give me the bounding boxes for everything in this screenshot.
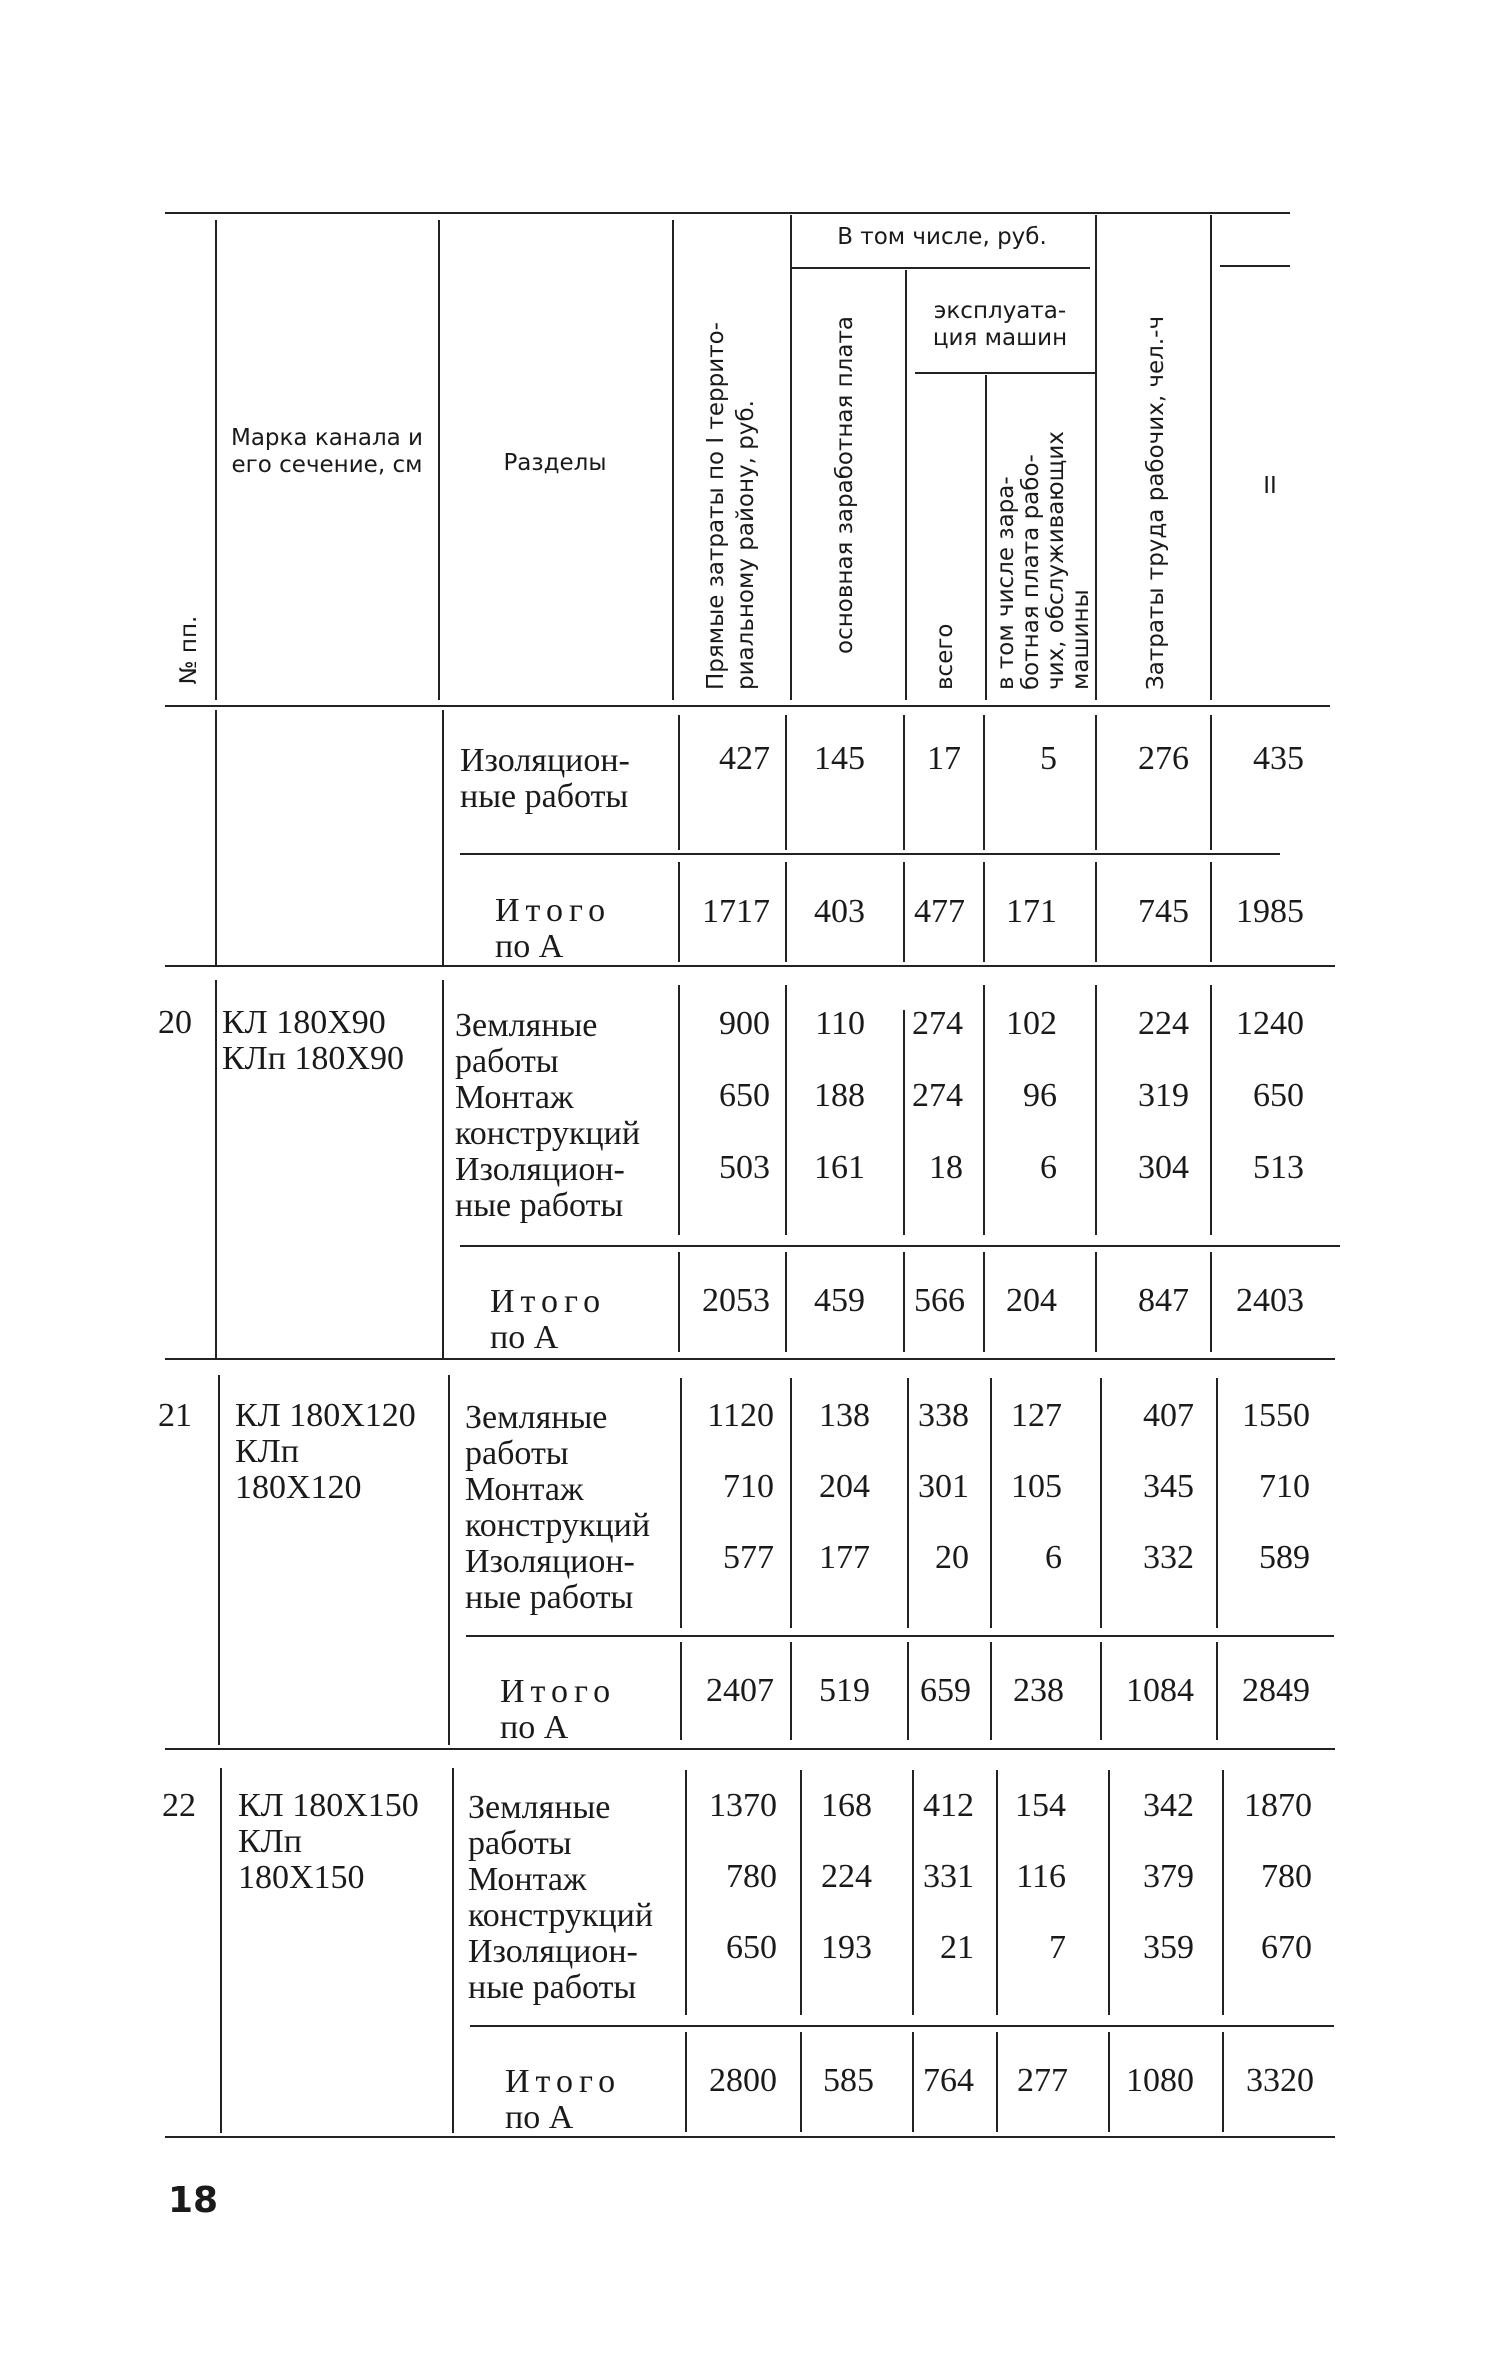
table-bottom-rule	[165, 2136, 1335, 2138]
value-cell: 138	[819, 1397, 870, 1434]
section-label: ные работы	[468, 1969, 637, 2006]
header-bottom-rule	[165, 705, 1330, 707]
subtotal-value: 277	[1017, 2062, 1068, 2099]
section-label: Земляные	[468, 1789, 611, 1826]
row-number: 22	[162, 1787, 196, 1824]
col-divider	[903, 715, 905, 850]
subtotal-rule	[470, 2025, 1334, 2027]
channel-mark: КЛ 180X120	[235, 1397, 416, 1434]
col-num-header: № пп.	[176, 615, 202, 685]
value-cell: 6	[1045, 1539, 1062, 1576]
subtotal-value: 847	[1138, 1282, 1189, 1319]
section-label: ные работы	[465, 1579, 634, 1616]
subtotal-value: 566	[914, 1282, 965, 1319]
value-cell: 650	[719, 1077, 770, 1114]
header-divider	[215, 220, 217, 700]
col-divider	[215, 710, 217, 965]
value-cell: 154	[1015, 1787, 1066, 1824]
value-cell: 503	[719, 1149, 770, 1186]
subtotal-value: 2403	[1236, 1282, 1304, 1319]
value-cell: 274	[912, 1077, 963, 1114]
section-label: конструкций	[455, 1115, 641, 1152]
section-label: конструкций	[468, 1897, 654, 1934]
value-cell: 780	[1261, 1858, 1312, 1895]
value-cell: 1240	[1236, 1005, 1304, 1042]
value-cell: 332	[1143, 1539, 1194, 1576]
col-labor-header: Затраты труда рабочих, чел.-ч	[1143, 315, 1169, 690]
col-sections-header: Разделы	[503, 450, 607, 476]
value-cell: 427	[719, 740, 770, 777]
value-cell: 304	[1138, 1149, 1189, 1186]
col-divider	[1095, 715, 1097, 850]
col-divider	[1210, 715, 1212, 850]
channel-mark: КЛп 180X90	[222, 1040, 404, 1077]
row-number: 20	[158, 1004, 192, 1041]
subtotal-label: Итого	[490, 1283, 607, 1320]
subtotal-value: 764	[923, 2062, 974, 2099]
subtotal-label: по А	[500, 1709, 569, 1746]
value-cell: 650	[1253, 1077, 1304, 1114]
col-divider	[903, 1010, 905, 1235]
col-direct-header-line1: Прямые затраты по I террито-	[703, 322, 729, 690]
subtotal-label: Итого	[500, 1673, 617, 1710]
row-group-rule	[165, 965, 1335, 967]
section-label: работы	[465, 1435, 569, 1472]
section-label: конструкций	[465, 1507, 651, 1544]
value-cell: 177	[819, 1539, 870, 1576]
section-label: Изоляцион-	[465, 1543, 635, 1580]
value-cell: 18	[929, 1149, 963, 1186]
value-cell: 650	[726, 1929, 777, 1966]
channel-mark: КЛ 180X150	[238, 1787, 419, 1824]
col-incl-header-line1: в том числе зара-	[993, 476, 1019, 690]
value-cell: 17	[927, 740, 961, 777]
channel-mark: КЛп	[235, 1433, 299, 1470]
value-cell: 276	[1138, 740, 1189, 777]
subtotal-value: 659	[920, 1672, 971, 1709]
col-incl-header-line3: чих, обслуживающих	[1043, 431, 1069, 690]
value-cell: 145	[814, 740, 865, 777]
table-top-rule	[165, 212, 1290, 214]
section-label: Изоляцион-	[468, 1933, 638, 1970]
subtotal-value: 238	[1013, 1672, 1064, 1709]
col-wage-header: основная заработная плата	[832, 316, 858, 654]
col-divider	[220, 1768, 222, 2133]
value-cell: 359	[1143, 1929, 1194, 1966]
subtotal-rule	[466, 1635, 1334, 1637]
header-divider	[905, 270, 907, 700]
section-label: работы	[455, 1043, 559, 1080]
col-divider	[218, 1375, 220, 1745]
header-divider	[790, 215, 792, 700]
value-cell: 900	[719, 1005, 770, 1042]
col-divider	[785, 715, 787, 850]
subtotal-label: по А	[490, 1319, 559, 1356]
value-cell: 1550	[1242, 1397, 1310, 1434]
value-cell: 20	[935, 1539, 969, 1576]
subtotal-value: 204	[1006, 1282, 1057, 1319]
subtotal-value: 459	[814, 1282, 865, 1319]
value-cell: 513	[1253, 1149, 1304, 1186]
group-machines-header: эксплуата- ция машин	[932, 298, 1068, 351]
channel-mark: 180X120	[235, 1469, 362, 1506]
value-cell: 168	[821, 1787, 872, 1824]
col-II-header: II	[1263, 473, 1277, 499]
header-divider	[985, 375, 987, 700]
subtotal-rule	[460, 1245, 1340, 1247]
value-cell: 204	[819, 1468, 870, 1505]
value-cell: 345	[1143, 1468, 1194, 1505]
subtotal-value: 745	[1138, 893, 1189, 930]
value-cell: 319	[1138, 1077, 1189, 1114]
value-cell: 710	[723, 1468, 774, 1505]
channel-mark: 180X150	[238, 1859, 365, 1896]
row-group-rule	[165, 1358, 1335, 1360]
subtotal-rule	[460, 853, 1280, 855]
value-cell: 338	[918, 1397, 969, 1434]
value-cell: 7	[1049, 1929, 1066, 1966]
value-cell: 1370	[709, 1787, 777, 1824]
value-cell: 342	[1143, 1787, 1194, 1824]
value-cell: 127	[1011, 1397, 1062, 1434]
value-cell: 6	[1040, 1149, 1057, 1186]
value-cell: 412	[923, 1787, 974, 1824]
subtotal-value: 585	[823, 2062, 874, 2099]
col-divider	[452, 1768, 454, 2133]
value-cell: 188	[814, 1077, 865, 1114]
section-label: Земляные	[465, 1399, 608, 1436]
section-label: Земляные	[455, 1007, 598, 1044]
value-cell: 96	[1023, 1077, 1057, 1114]
section-label: Монтаж	[455, 1079, 574, 1116]
value-cell: 435	[1253, 740, 1304, 777]
value-cell: 274	[912, 1005, 963, 1042]
section-label: Монтаж	[468, 1861, 587, 1898]
value-cell: 780	[726, 1858, 777, 1895]
subtotal-value: 477	[914, 893, 965, 930]
section-label: работы	[468, 1825, 572, 1862]
value-cell: 224	[1138, 1005, 1189, 1042]
subtotal-label: по А	[505, 2099, 574, 2136]
col-total-header: всего	[932, 623, 958, 690]
col-mark-header: Марка канала и его сечение, см	[230, 425, 423, 478]
value-cell: 589	[1259, 1539, 1310, 1576]
value-cell: 1120	[707, 1397, 774, 1434]
section-label: ные работы	[455, 1187, 624, 1224]
value-cell: 193	[821, 1929, 872, 1966]
value-cell: 670	[1261, 1929, 1312, 1966]
subtotal-value: 519	[819, 1672, 870, 1709]
col-divider	[983, 715, 985, 850]
channel-mark: КЛп	[238, 1823, 302, 1860]
col-incl-header-line4: машины	[1068, 589, 1094, 690]
value-cell: 21	[940, 1929, 974, 1966]
value-cell: 116	[1016, 1858, 1066, 1895]
subtotal-value: 403	[814, 893, 865, 930]
col-divider	[215, 980, 217, 1360]
subtotal-value: 171	[1006, 893, 1057, 930]
subtotal-value: 1080	[1126, 2062, 1194, 2099]
channel-mark: КЛ 180X90	[222, 1004, 386, 1041]
header-divider	[438, 220, 440, 700]
section-label: Монтаж	[465, 1471, 584, 1508]
header-divider	[1210, 215, 1212, 700]
section-label: Изоляцион-	[455, 1151, 625, 1188]
header-machines-rule	[915, 372, 1095, 374]
value-cell: 379	[1143, 1858, 1194, 1895]
col-divider	[678, 715, 680, 850]
row-number: 21	[158, 1397, 192, 1434]
col-divider	[442, 710, 444, 965]
section-label: ные работы	[460, 778, 629, 815]
subtotal-value: 1985	[1236, 893, 1304, 930]
value-cell: 5	[1040, 740, 1057, 777]
subtotal-label: Итого	[495, 892, 612, 929]
col-divider	[442, 980, 444, 1360]
subtotal-value: 1084	[1126, 1672, 1194, 1709]
value-cell: 161	[814, 1149, 865, 1186]
section-label: Изоляцион-	[460, 742, 630, 779]
value-cell: 301	[918, 1468, 969, 1505]
subtotal-label: Итого	[505, 2063, 622, 2100]
row-group-rule	[165, 1748, 1335, 1750]
group-incl-header: В том числе, руб.	[837, 224, 1047, 250]
value-cell: 105	[1011, 1468, 1062, 1505]
col-divider	[448, 1375, 450, 1745]
value-cell: 331	[923, 1858, 974, 1895]
value-cell: 407	[1143, 1397, 1194, 1434]
col-direct-header-line2: риальному району, руб.	[733, 400, 759, 690]
page-number: 18	[168, 2180, 219, 2221]
value-cell: 1870	[1244, 1787, 1312, 1824]
subtotal-label: по А	[495, 928, 564, 965]
subtotal-value: 2053	[702, 1282, 770, 1319]
subtotal-value: 1717	[702, 893, 770, 930]
header-II-rule	[1220, 265, 1290, 267]
header-incl-rule	[790, 267, 1090, 269]
subtotal-value: 2849	[1242, 1672, 1310, 1709]
subtotal-value: 3320	[1246, 2062, 1314, 2099]
subtotal-value: 2800	[709, 2062, 777, 2099]
value-cell: 102	[1006, 1005, 1057, 1042]
col-incl-header-line2: ботная плата рабо-	[1018, 454, 1044, 690]
value-cell: 110	[815, 1005, 865, 1042]
value-cell: 224	[821, 1858, 872, 1895]
subtotal-value: 2407	[706, 1672, 774, 1709]
header-divider	[1095, 215, 1097, 700]
value-cell: 577	[723, 1539, 774, 1576]
value-cell: 710	[1259, 1468, 1310, 1505]
header-divider	[672, 220, 674, 700]
